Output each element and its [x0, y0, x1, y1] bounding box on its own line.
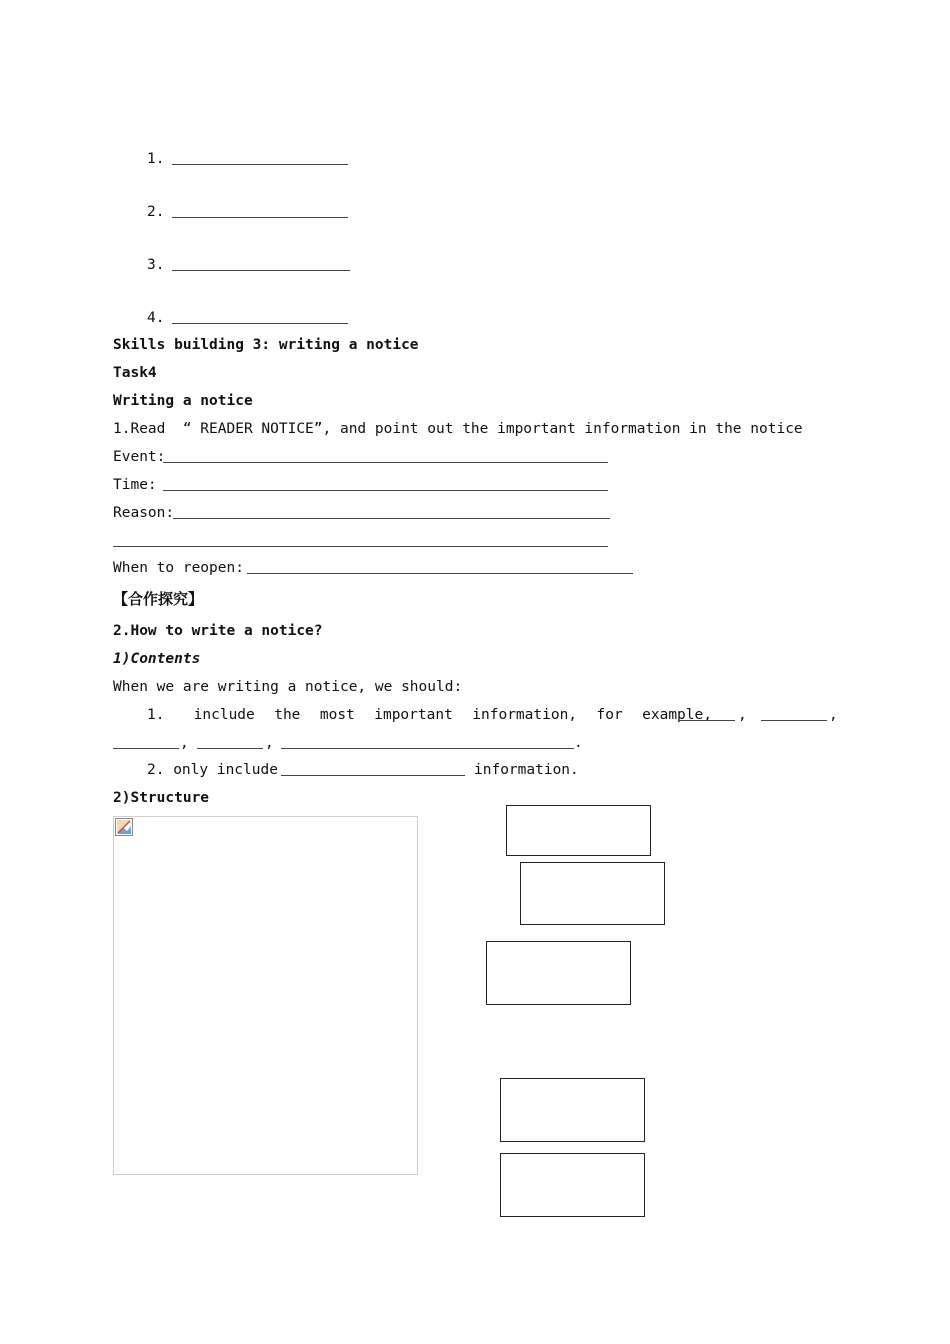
- reason-label: Reason:: [113, 505, 175, 521]
- contents-heading: 1)Contents: [113, 651, 201, 667]
- structure-box-4[interactable]: [500, 1078, 645, 1142]
- list-number-3: 3.: [147, 257, 165, 273]
- point-1-text: 1. include the most important information, for example,: [147, 707, 712, 723]
- reason-blank[interactable]: [173, 518, 610, 519]
- point-2-text: 2. only include: [147, 762, 278, 778]
- reopen-blank[interactable]: [247, 573, 633, 574]
- structure-box-1[interactable]: [506, 805, 651, 856]
- point-2-end: information.: [474, 762, 579, 778]
- structure-box-2[interactable]: [520, 862, 665, 925]
- structure-heading: 2)Structure: [113, 790, 210, 806]
- point-1-blank-a[interactable]: [679, 720, 735, 721]
- point-1-sep-2: ,: [829, 707, 838, 723]
- point-1-sep-3: ,: [180, 735, 189, 751]
- list-number-2: 2.: [147, 204, 165, 220]
- structure-box-5[interactable]: [500, 1153, 645, 1217]
- point-1-blank-c[interactable]: [113, 748, 179, 749]
- cooperate-heading: 【合作探究】: [113, 590, 204, 608]
- answer-blank-2[interactable]: [172, 217, 348, 218]
- point-1-blank-e[interactable]: [281, 748, 574, 749]
- answer-blank-3[interactable]: [172, 270, 350, 271]
- point-1-blank-b[interactable]: [761, 720, 827, 721]
- how-to-question: 2.How to write a notice?: [113, 623, 323, 639]
- time-label: Time:: [113, 477, 157, 493]
- event-blank[interactable]: [163, 462, 608, 463]
- point-1-blank-d[interactable]: [197, 748, 263, 749]
- reason-blank-continued[interactable]: [113, 546, 608, 547]
- point-1-end: .: [574, 735, 583, 751]
- time-blank[interactable]: [163, 490, 608, 491]
- contents-intro: When we are writing a notice, we should:: [113, 679, 463, 695]
- point-2-blank[interactable]: [281, 775, 465, 776]
- reopen-label: When to reopen:: [113, 560, 244, 576]
- task-subheading: Writing a notice: [113, 393, 253, 409]
- point-1-sep-4: ,: [265, 735, 274, 751]
- structure-box-3[interactable]: [486, 941, 631, 1005]
- reading-instruction: 1.Read “ READER NOTICE”, and point out the important information in the notice: [113, 421, 803, 437]
- task-label: Task4: [113, 365, 157, 381]
- list-number-1: 1.: [147, 151, 165, 167]
- point-1-sep-1: ,: [738, 707, 747, 723]
- section-heading: Skills building 3: writing a notice: [113, 337, 419, 353]
- answer-blank-1[interactable]: [172, 164, 348, 165]
- event-label: Event:: [113, 449, 166, 465]
- answer-blank-4[interactable]: [172, 323, 348, 324]
- list-number-4: 4.: [147, 310, 165, 326]
- structure-image: [113, 816, 418, 1175]
- broken-image-icon: [115, 818, 133, 836]
